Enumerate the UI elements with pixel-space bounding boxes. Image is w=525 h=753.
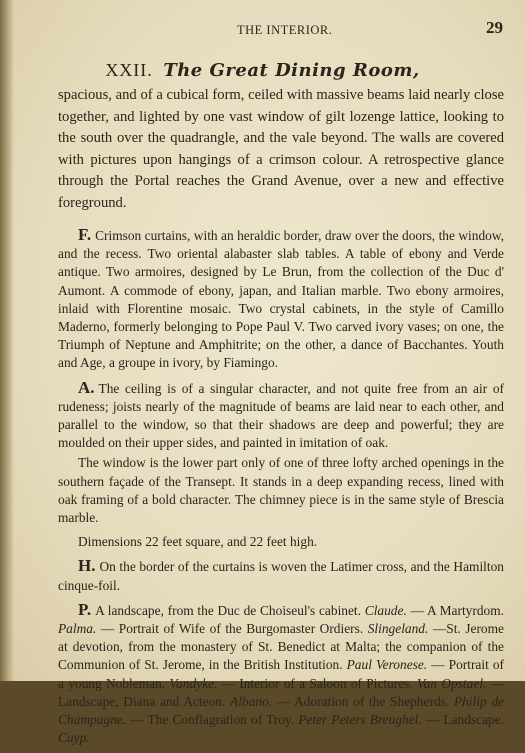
- picture-item: [58, 621, 363, 636]
- picture-work: — A Martyrdom.: [410, 602, 504, 618]
- entry-architecture: [58, 379, 504, 453]
- intro-paragraph: spacious, and of a cubical form, ceiled with massive beams laid nearly close together, and lighted by one vast window of gilt lozenge lattice, looking to the south over the quadrangle, and the vale beyond. The walls are covered with pictures upon hangings of a crimson colour. A retrospective glance through the Portal reaches the Grand Avenue, over a new and effective foreground.: [58, 87, 504, 211]
- running-head: THE INTERIOR.: [237, 23, 333, 37]
- picture-artist: Albano.: [230, 693, 273, 709]
- entry-heraldry-text: On the border of the curtains is woven the Latimer cross, and the Hamilton cinque-foil.: [58, 559, 504, 593]
- entry-letter-a: A.: [78, 377, 95, 397]
- picture-item: [298, 712, 504, 727]
- entry-pictures-intro: A landscape, from the Duc de Choiseul's cabinet.: [95, 602, 361, 618]
- picture-artist: Peter Peters Breughel.: [298, 712, 422, 728]
- entry-pictures: [58, 601, 504, 748]
- picture-work: —St. Jerome at devotion, from the monastery of St. Benedict at Malta; the companion of the Communion of St. Jerome, in the British Institution.: [58, 621, 504, 673]
- page-header: [0, 18, 525, 38]
- entry-architecture-text: The ceiling is of a singular character, and not quite free from an air of rudeness; joists nearly of the magnitude of beams are laid near to each other, and parallel to the window, so that their shadows are deep and powerful; they are moulded on their upper sides, and painted in imitation of oak.: [58, 380, 504, 451]
- picture-work: — Interior of a Saloon of Pictures.: [221, 675, 413, 691]
- picture-item: [58, 730, 90, 745]
- picture-work: — Landscape.: [425, 712, 504, 728]
- picture-artist: Paul Veronese.: [346, 657, 428, 673]
- picture-artist: Palma.: [58, 621, 97, 637]
- entry-letter-h: H.: [78, 556, 96, 576]
- page-edge-shadow: [0, 0, 14, 681]
- page-number: 29: [486, 18, 503, 37]
- picture-work: — The Conflagration of Troy.: [130, 712, 295, 728]
- section-number: XXII.: [105, 60, 153, 80]
- entry-furniture: [58, 226, 504, 373]
- picture-artist: Slingeland.: [367, 621, 429, 637]
- picture-artist: Cuyp.: [58, 730, 90, 746]
- entry-heraldry: [58, 557, 504, 594]
- page-body: [58, 85, 504, 753]
- picture-artist: Claude.: [364, 602, 407, 618]
- picture-work: — Landscape, Diana and Acteon.: [58, 675, 505, 709]
- picture-artist: Van Opstael.: [416, 675, 487, 691]
- picture-work: — Portrait of Wife of the Burgomaster Ordiers.: [100, 621, 364, 637]
- picture-artist: Philip de Champagne.: [58, 693, 504, 728]
- section-title: [0, 60, 525, 81]
- window-paragraph: The window is the lower part only of one of three lofty arched openings in the southern façade of the Transept. It stands in a deep expanding recess, lined with oak framing of a bold character. The chimney piece is in the same style of Brescia marble.: [58, 455, 504, 526]
- entry-furniture-text: Crimson curtains, with an heraldic border, draw over the doors, the window, and the recess. Two oriental alabaster slab tables. A table of ebony and Verde antique. Two armoires, designed by Le Brun, from the collection of the Duc d' Aumont. A commode of ebony, japan, and Italian marble. Two ebony armoires, inlaid with Florentine mosaic. Two crystal cabinets, in the style of Camillo Maderno, formerly belonging to Pope Paul V. Two carved ivory vases; on one, the Triumph of Neptune and Amphitrite; on the other, a dance of Bacchantes. Youth and Age, a groupe in ivory, by Fiamingo.: [58, 228, 504, 371]
- picture-artist: Vandyke.: [169, 675, 218, 691]
- picture-item: [169, 676, 412, 691]
- picture-item: [365, 603, 504, 618]
- dimensions-line: Dimensions 22 feet square, and 22 feet high.: [78, 534, 318, 550]
- picture-work: — Adoration of the Shepherds.: [276, 693, 450, 709]
- picture-work: — Portrait of a young Nobleman.: [58, 657, 504, 691]
- section-heading: The Great Dining Room,: [163, 60, 420, 81]
- entry-letter-f: F.: [78, 225, 92, 244]
- picture-item: [230, 694, 449, 709]
- entry-letter-p: P.: [78, 599, 92, 619]
